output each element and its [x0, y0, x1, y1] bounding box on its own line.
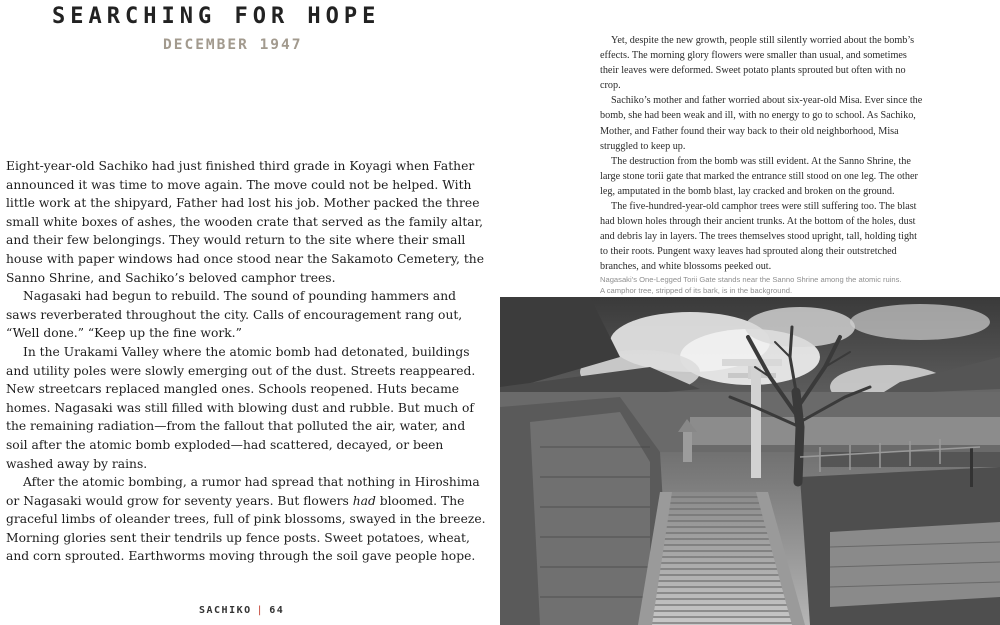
photo-caption [600, 275, 995, 296]
right-column-text [600, 33, 925, 275]
chapter-title: SEARCHING FOR HOPE [52, 4, 381, 29]
caption-line: Nagasaki’s One-Legged Torii Gate stands near the Sanno Shrine among the atomic ruins. [600, 275, 902, 284]
paragraph-text: bloomed. The graceful limbs of oleander trees, full of pink blossoms, swayed in the breeze. Morning glories sent their tendrils up fence posts. Sweet potatoes, wheat, and corn sprouted. Earthworms moving through the soil gave people hope. [6, 493, 486, 564]
left-column-text [6, 157, 488, 566]
page-footer [199, 605, 284, 616]
footer-separator: | [256, 605, 265, 616]
book-title: SACHIKO [199, 605, 252, 616]
chapter-date: DECEMBER 1947 [163, 37, 303, 53]
paragraph: The five-hundred-year-old camphor trees were still suffering too. The blast had blown holes through their ancient trunks. At the bottom of the holes, dust and debris lay in layers. The trees themselves stood upright, tall, holding tight to their roots. Pungent waxy leaves had sprouted along their outstretched branches, and white blossoms peeked out. [600, 201, 917, 273]
paragraph [6, 473, 488, 566]
caption-line: A camphor tree, stripped of its bark, is in the background. [600, 285, 793, 295]
emphasis-text: had [352, 493, 376, 508]
paragraph: In the Urakami Valley where the atomic bomb had detonated, buildings and utility poles were slowly emerging out of the dust. Streets reappeared. New streetcars replaced mangled ones. Schools reopened. Huts became homes. Nagasaki was still filled with blowing dust and rubble. But much of the remaining radiation—from the fallout that polluted the air, water, and soil after the atomic bomb exploded—had scattered, decayed, or been washed away by rains. [6, 344, 476, 471]
paragraph: Sachiko’s mother and father worried about six-year-old Misa. Ever since the bomb, she had been weak and ill, with no energy to go to school. As Sachiko, Mother, and Father found their way back to their old neighborhood, Misa struggled to keep up. [600, 95, 923, 152]
page-number: 64 [269, 605, 285, 616]
torii-gate-photo [500, 297, 1000, 625]
paragraph: Yet, despite the new growth, people still silently worried about the bomb’s effects. The morning glory flowers were smaller than usual, and sometimes their leaves were deformed. Sweet potato plants sprouted but often with no crop. [600, 35, 915, 92]
paragraph: The destruction from the bomb was still evident. At the Sanno Shrine, the large stone torii gate that marked the entrance still stood on one leg. The other leg, amputated in the bomb blast, lay cracked and broken on the ground. [600, 155, 918, 197]
paragraph-text: After the atomic bombing, a rumor had spread that nothing in Hiroshima or Nagasaki would grow for seventy years. But flowers [6, 475, 480, 508]
paragraph: Eight-year-old Sachiko had just finished third grade in Koyagi when Father announced it was time to move again. The move could not be helped. With little work at the shipyard, Father had lost his job. Mother packed the three small white boxes of ashes, the wooden crate that served as the family altar, and their few belongings. They would return to the site where their small house with paper windows had once stood near the Sakamoto Cemetery, the Sanno Shrine, and Sachiko’s beloved camphor trees. [6, 159, 484, 285]
paragraph: Nagasaki had begun to rebuild. The sound of pounding hammers and saws reverberated throughout the city. Calls of encouragement rang out, “Well done.” “Keep up the fine work.” [6, 289, 463, 341]
